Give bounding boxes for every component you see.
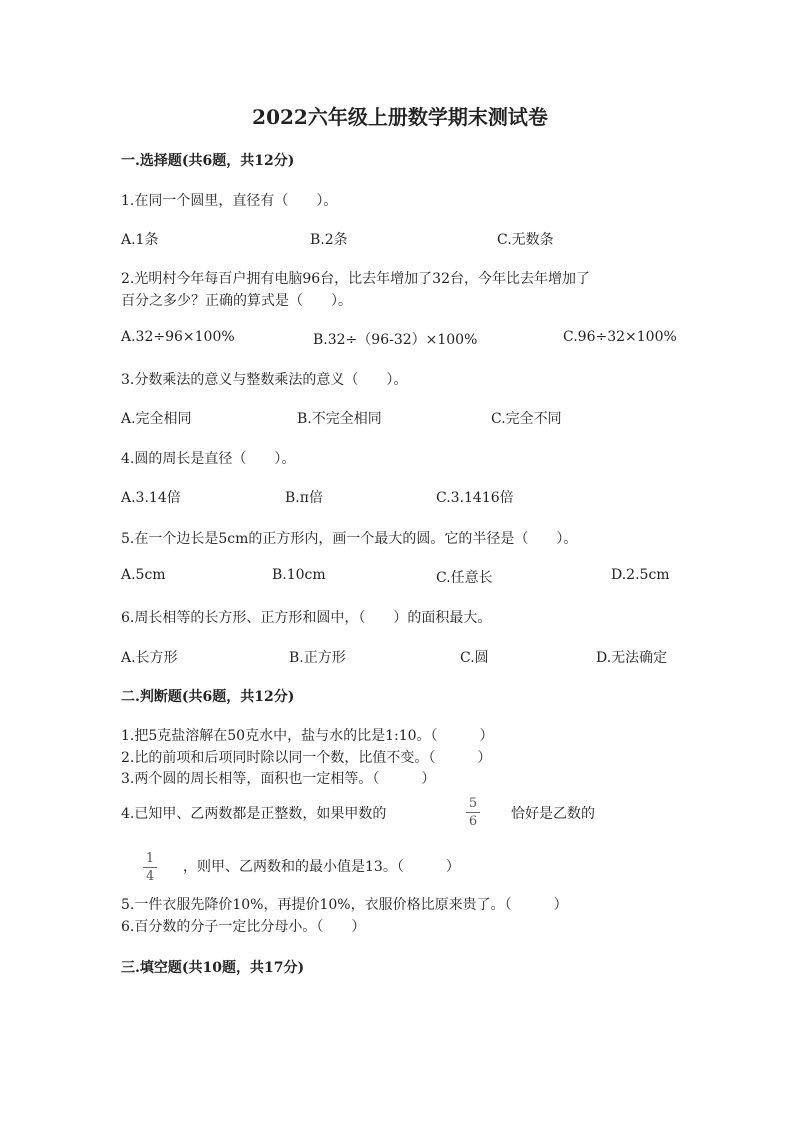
question-4: 4.圆的周长是直径（ ）。: [121, 451, 296, 467]
option-c: C.96÷32×100%: [563, 329, 677, 345]
option-a: A.32÷96×100%: [121, 329, 235, 345]
judge-6: 6.百分数的分子一定比分母小。（ ）: [121, 919, 366, 935]
option-b: B.32÷（96-32）×100%: [313, 332, 478, 348]
fraction-denominator: 4: [145, 869, 155, 884]
option-a: A.长方形: [121, 650, 178, 666]
option-b: B.2条: [310, 232, 348, 248]
judge-4-part2: 恰好是乙数的: [511, 806, 595, 822]
page-title: 2022六年级上册数学期末测试卷: [252, 105, 548, 129]
fraction-bar: [143, 867, 157, 868]
option-c: C.3.1416倍: [436, 490, 514, 506]
question-2-line2: 百分之多少？正确的算式是（ ）。: [121, 293, 352, 309]
judge-3: 3.两个圆的周长相等，面积也一定相等。（ ）: [121, 771, 436, 787]
judge-4-part3: ，则甲、乙两数和的最小值是13。（ ）: [183, 859, 460, 875]
option-d: D.2.5cm: [611, 567, 670, 583]
question-5: 5.在一个边长是5cm的正方形内，画一个最大的圆。它的半径是（ ）。: [121, 531, 578, 547]
question-3: 3.分数乘法的意义与整数乘法的意义（ ）。: [121, 372, 408, 388]
fraction-five-sixths: [466, 796, 480, 829]
option-a: A.完全相同: [121, 411, 192, 427]
option-a: A.3.14倍: [121, 490, 181, 506]
option-c: C.任意长: [436, 570, 493, 586]
option-a: A.5cm: [121, 567, 166, 583]
fraction-bar: [466, 812, 480, 813]
fraction-numerator: 5: [468, 796, 478, 811]
fraction-numerator: 1: [145, 851, 155, 866]
option-b: B.π倍: [285, 490, 323, 506]
judge-5: 5.一件衣服先降价10%，再提价10%，衣服价格比原来贵了。（ ）: [121, 897, 568, 913]
section-heading-judge: 二.判断题(共6题，共12分): [121, 689, 295, 705]
judge-4-part1: 4.已知甲、乙两数都是正整数，如果甲数的: [121, 806, 387, 822]
option-b: B.不完全相同: [297, 411, 382, 427]
question-6: 6.周长相等的长方形、正方形和圆中，（ ）的面积最大。: [121, 610, 492, 626]
option-c: C.圆: [460, 650, 489, 666]
option-d: D.无法确定: [596, 650, 668, 666]
option-a: A.1条: [121, 232, 159, 248]
judge-2: 2.比的前项和后项同时除以同一个数，比值不变。（ ）: [121, 750, 492, 766]
option-c: C.完全不同: [491, 411, 562, 427]
section-heading-fill: 三.填空题(共10题，共17分): [121, 960, 305, 976]
fraction-one-quarter: [143, 851, 157, 884]
judge-1: 1.把5克盐溶解在50克水中，盐与水的比是1:10。（ ）: [121, 728, 494, 744]
section-heading-choice: 一.选择题(共6题，共12分): [121, 153, 295, 169]
option-c: C.无数条: [497, 232, 554, 248]
question-2-line1: 2.光明村今年每百户拥有电脑96台，比去年增加了32台，今年比去年增加了: [121, 271, 590, 287]
option-b: B.10cm: [272, 567, 326, 583]
fraction-denominator: 6: [468, 814, 478, 829]
option-b: B.正方形: [289, 650, 346, 666]
question-1: 1.在同一个圆里，直径有（ ）。: [121, 193, 338, 209]
